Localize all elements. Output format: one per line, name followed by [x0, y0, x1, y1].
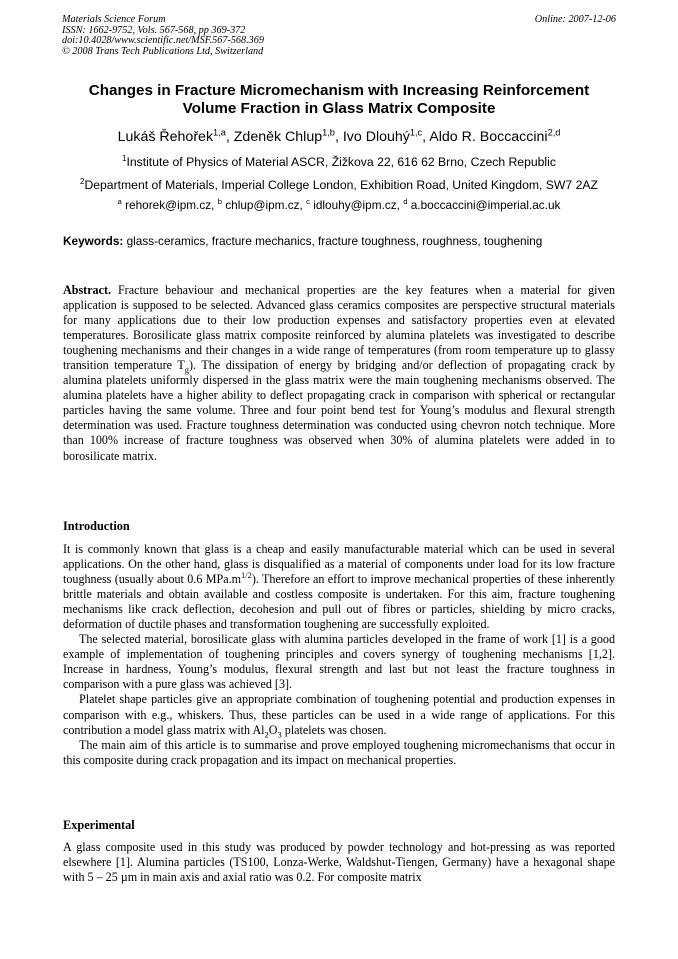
author-name: Ivo Dlouhý [342, 129, 410, 145]
abstract-paragraph [63, 283, 615, 464]
email-link[interactable]: rehorek@ipm.cz [125, 198, 212, 212]
doi-line: doi:10.4028/www.scientific.net/MSF.567-568.369 [62, 35, 264, 47]
affiliation-sup: 2 [80, 176, 85, 186]
experimental-paragraph-1: A glass composite used in this study was produced by powder technology and hot-pressing as was reported elsewhere [1]. Alumina particles (TS100, Lonza-Werke, Waldshut-Tiengen, Germany) have a hexagonal shape with 5 – 25 µm in main axis and axial ratio was 0.2. For composite matrix [63, 840, 615, 885]
author-separator: , [422, 129, 430, 145]
online-date: Online: 2007-12-06 [534, 14, 616, 25]
exponent: 1/2 [241, 570, 252, 581]
email-link[interactable]: a.boccaccini@imperial.ac.uk [410, 198, 561, 212]
affiliation-text: Department of Materials, Imperial College London, Exhibition Road, United Kingdom, SW7 2AZ [84, 178, 598, 192]
email-link[interactable]: chlup@ipm.cz [225, 198, 300, 212]
author-separator: , [225, 129, 234, 145]
paper-title [64, 82, 614, 119]
keywords-line [63, 234, 618, 249]
intro-paragraph-4: The main aim of this article is to summarise and prove employed toughening micromechanisms that occur in this composite during crack propagation and its impact on mechanical properties. [63, 737, 615, 767]
issn-line: ISSN: 1662-9752, Vols. 567-568, pp 369-372 [62, 24, 246, 36]
email-sup: a [117, 197, 122, 207]
keywords-text: glass-ceramics, fracture mechanics, fracture toughness, roughness, toughening [123, 234, 543, 248]
title-line-2: Volume Fraction in Glass Matrix Composite [182, 100, 496, 118]
abstract-text: ). The dissipation of energy by bridging and/or deflection of propagating crack by alumina platelets uniformly dispersed in the glass matrix were the main toughening mechanisms observed. The alumina platelets have a higher ability to deflect propagating crack in comparison with spherical or rectangular particles having the same volume. Three and four point bend test for Young’s modulus and flexural strength determination was used. Fracture toughness determination was conducted using chevron notch technique. More than 100% increase of fracture toughness was observed when 30% of alumina platelets were added in to borosilicate matrix. [63, 358, 615, 463]
intro-text: ). Therefore an effort to improve mechanical properties of these inherently brittle materials and obtain available and costless composite is undertaken. For this aim, fracture toughening mechanisms like crack deflection, decohesion and pull out of fibres or particles, shielding by micro cracks, deformation of ductile phases and transformation toughening are successfully exploited. [63, 572, 615, 632]
intro-paragraph-1 [63, 542, 615, 632]
affiliation-2 [30, 178, 648, 193]
affiliation-sup: 1 [122, 153, 127, 163]
introduction-heading: Introduction [63, 519, 130, 533]
affiliation-text: Institute of Physics of Material ASCR, Žižkova 22, 616 62 Brno, Czech Republic [126, 155, 556, 169]
email-link[interactable]: idlouhy@ipm.cz [313, 198, 397, 212]
subscript: 3 [277, 728, 282, 739]
intro-paragraph-3 [63, 692, 615, 737]
author-list [40, 128, 638, 146]
author-name: Zdeněk Chlup [233, 129, 323, 145]
intro-text: It is commonly known that glass is a cheap and easily manufacturable material which can be used in several applications. On the other hand, glass is disqualified as a material of components under load for its low fracture toughness (usually about 0.6 MPa.m [63, 542, 615, 587]
subscript: 2 [264, 728, 269, 739]
email-sup: c [306, 197, 310, 207]
intro-text: O [268, 722, 278, 737]
keywords-label: Keywords: [63, 234, 124, 248]
intro-paragraph-2: The selected material, borosilicate glass with alumina particles developed in the frame of work [1] is a good example of implementation of toughening principles and covers synergy of toughening mechanisms [1,2]. Increase in hardness, Young’s modulus, flexural strength and last but not least the fracture toughness in comparison with a pure glass was achieved [3]. [63, 632, 615, 692]
abstract-text: Fracture behaviour and mechanical properties are the key features when a material for given application is supposed to be selected. Advanced glass ceramics composites are perspective structural materials for many applications due to their low production expenses and satisfactory properties even at elevated temperatures. Borosilicate glass matrix composite reinforced by alumina platelets was investigated to describe toughening mechanisms and their changes in a wide range of temperatures (from room temperature up to glassy transition temperature T [63, 283, 615, 373]
journal-header [62, 15, 264, 57]
email-sup: d [403, 197, 408, 207]
author-name: Aldo R. Boccaccini [429, 129, 548, 145]
experimental-heading: Experimental [63, 818, 135, 832]
author-name: Lukáš Řehořek [117, 129, 214, 145]
intro-text: platelets was chosen. [281, 722, 387, 737]
title-line-1: Changes in Fracture Micromechanism with Increasing Reinforcement [88, 82, 590, 99]
intro-text: Platelet shape particles give an appropriate combination of toughening potential and production expenses in comparison with e.g., whiskers. Thus, these particles can be used in a wide range of applications. For this contribution a model glass matrix with Al [63, 692, 615, 737]
affiliation-1 [30, 155, 648, 170]
email-sup: b [217, 197, 222, 207]
tg-subscript: g [184, 364, 189, 375]
experimental-body [63, 840, 615, 885]
author-affil-sup: 1,c [409, 127, 423, 138]
email-list: $^a$ rehorek@ipm.cz, $^b$ chlup@ipm.cz, $^c$ idlouhy@ipm.cz, $^d$ a.boccaccini@imperial.ac.uk [117, 197, 561, 212]
author-affil-sup: 2,d [547, 127, 561, 138]
copyright-line: © 2008 Trans Tech Publications Ltd, Switzerland [62, 45, 264, 57]
introduction-body [63, 542, 615, 768]
author-separator: , [334, 129, 343, 145]
author-affil-sup: 1,a [213, 127, 226, 138]
abstract-label: Abstract. [63, 283, 112, 297]
journal-name: Materials Science Forum [62, 14, 166, 25]
author-affil-sup: 1,b [322, 127, 335, 138]
